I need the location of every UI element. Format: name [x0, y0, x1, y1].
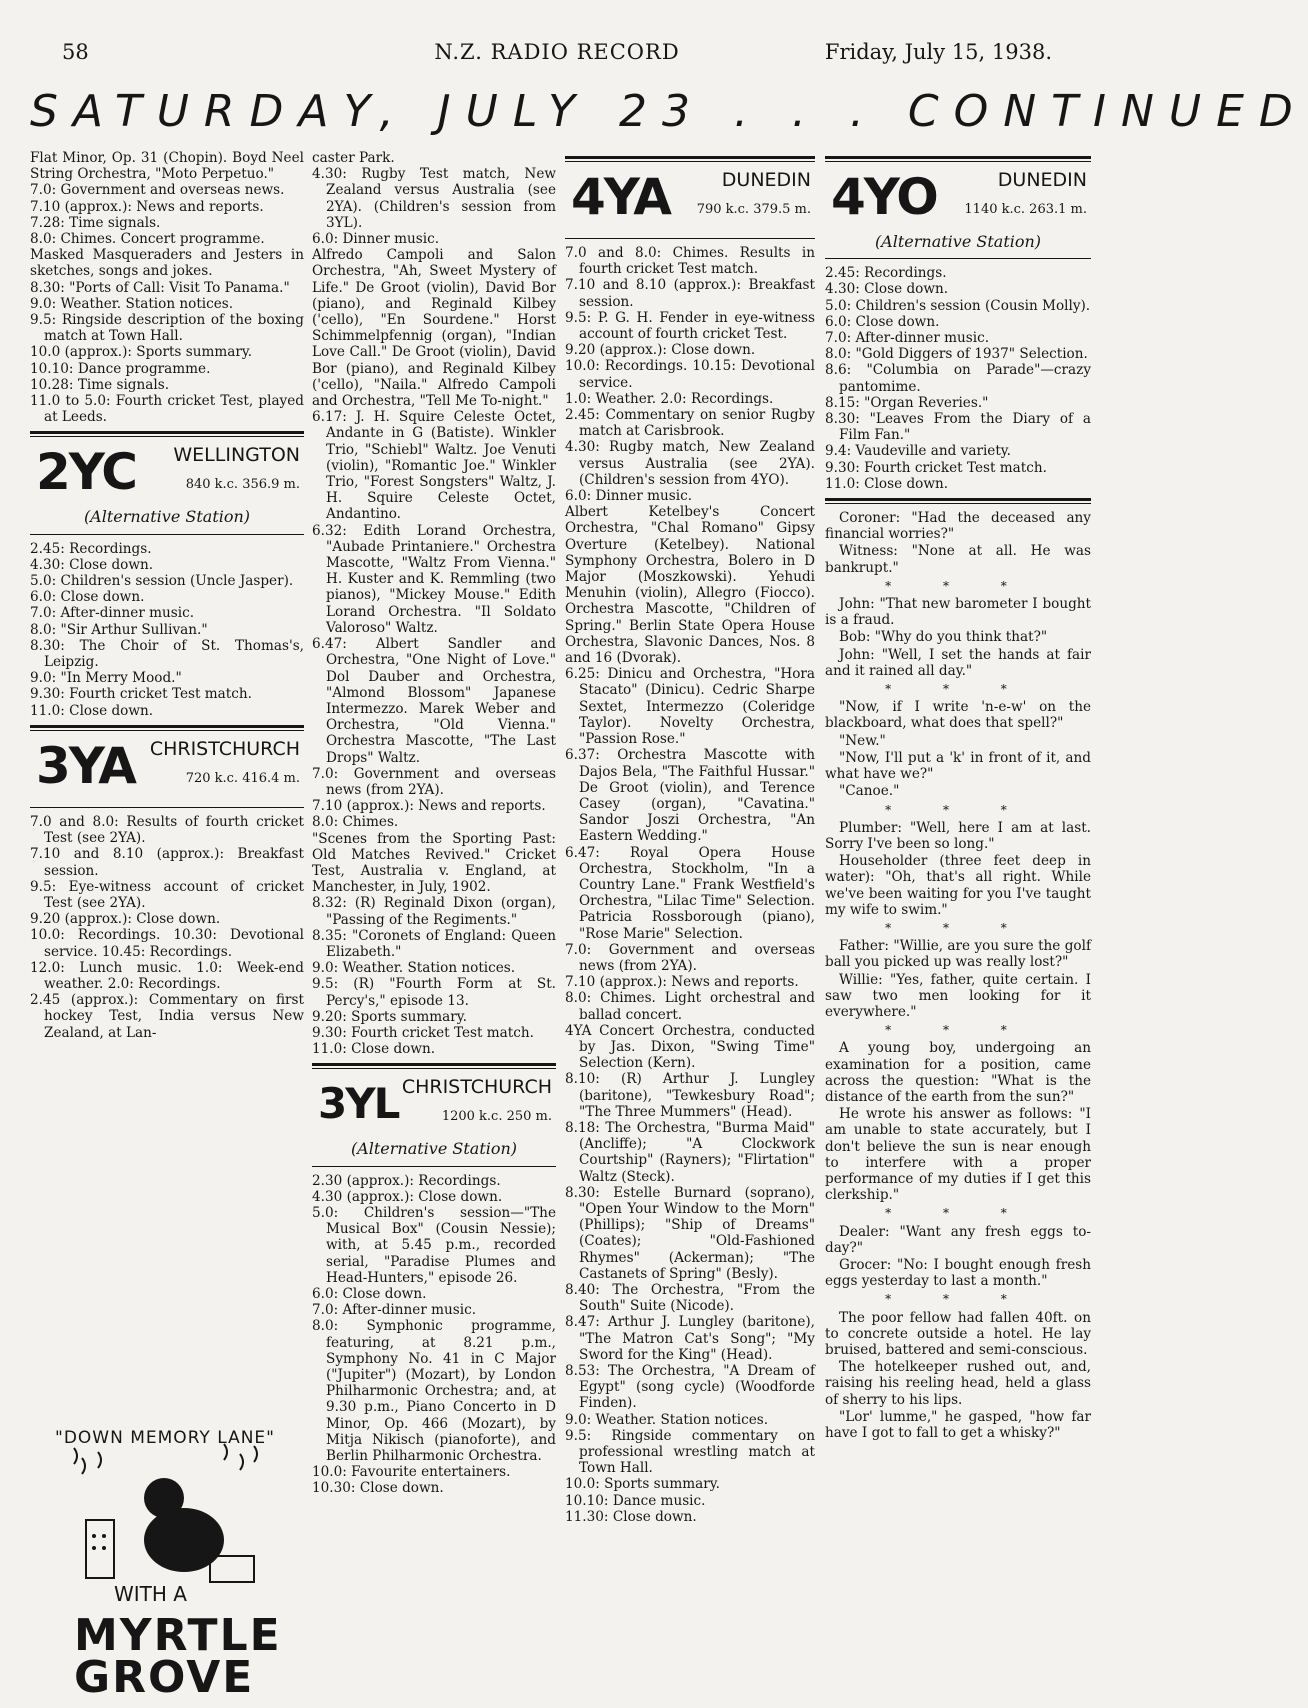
programme-item: 1.0: Weather. 2.0: Recordings.	[565, 390, 774, 407]
callsign: 4YA	[571, 168, 670, 226]
s2yc-list	[30, 541, 304, 719]
station-header-4ya	[565, 168, 815, 232]
programme-item: 7.10 and 8.10 (approx.): Breakfast session.	[565, 277, 815, 310]
programme-item: 7.0: Government and overseas news (from 2YA).	[565, 941, 815, 974]
programme-item: 8.40: The Orchestra, "From the South" Suite (Nicode).	[565, 1282, 815, 1315]
programme-item: 8.30: The Choir of St. Thomas's, Leipzig.	[30, 637, 304, 671]
divider	[825, 498, 1091, 504]
star-separator: * * *	[885, 1023, 1031, 1038]
programme-item: Masked Masqueraders and Jesters in sketches, songs and jokes.	[30, 247, 304, 280]
programme-item: 8.15: "Organ Reveries."	[825, 394, 989, 411]
programme-item: 6.17: J. H. Squire Celeste Octet, Andante in G (Batiste). Winkler Trio, "Schiebl" Waltz. Joe Venuti (violin), "Romantic Joe." Winkler Trio, "Forest Songsters" Waltz, J. H. Squire Celeste Octet, Andantino.	[312, 409, 556, 523]
s3yl-list	[312, 1173, 556, 1497]
programme-item: 7.10 and 8.10 (approx.): Breakfast session.	[30, 846, 304, 879]
programme-item: 11.0: Close down.	[825, 475, 949, 492]
issue-date: Friday, July 15, 1938.	[824, 40, 1052, 64]
programme-item: 6.0: Close down.	[312, 1286, 427, 1302]
programme-item: 7.28: Time signals.	[30, 214, 161, 231]
joke-line: Bob: "Why do you think that?"	[839, 629, 1048, 646]
ad-title: "DOWN MEMORY LANE"	[55, 1428, 275, 1448]
divider	[565, 156, 815, 162]
programme-item: 9.5: Eye-witness account of cricket Test (see 2YA).	[30, 878, 304, 911]
programme-item: caster Park.	[312, 150, 395, 166]
joke-line: "Lor' lumme," he gasped, "how far have I got to fall to get a whisky?"	[825, 1408, 1091, 1442]
station-header-2yc	[30, 443, 304, 507]
joke-line: The hotelkeeper rushed out, and, raising his reeling head, held a glass of sherry to his lips.	[825, 1359, 1091, 1408]
joke-line: Householder (three feet deep in water): "Oh, that's all right. While we've been waiting for you I've taught my wife to swim."	[825, 853, 1091, 918]
divider	[825, 258, 1091, 259]
programme-item: 7.0: After-dinner music.	[30, 605, 195, 622]
programme-item: 6.0: Close down.	[825, 313, 940, 330]
column-1	[30, 150, 304, 1370]
s3ya-list	[30, 814, 304, 1041]
programme-item: 9.0: Weather. Station notices.	[565, 1411, 769, 1428]
programme-item: "Scenes from the Sporting Past: Old Matches Revived." Cricket Test, Australia v. England, at Manchester, in July, 1902.	[312, 830, 556, 896]
programme-item: 9.5: P. G. H. Fender in eye-witness account of fourth cricket Test.	[565, 309, 815, 343]
joke-line: Coroner: "Had the deceased any financial worries?"	[825, 510, 1091, 543]
programme-item: 2.30 (approx.): Recordings.	[312, 1172, 501, 1189]
programme-item: 9.5: (R) "Fourth Form at St. Percy's," episode 13.	[312, 976, 556, 1009]
programme-item: 4.30: Close down.	[30, 556, 154, 573]
station-header-3ya	[30, 737, 304, 801]
programme-item: 8.32: (R) Reginald Dixon (organ), "Passing of the Regiments."	[312, 895, 556, 928]
man-with-heater-illustration	[34, 1444, 296, 1584]
joke-line: Grocer: "No: I bought enough fresh eggs yesterday to last a month."	[825, 1256, 1091, 1290]
programme-item: 10.10: Dance programme.	[30, 360, 211, 377]
city: DUNEDIN	[997, 169, 1087, 191]
divider	[312, 1063, 556, 1069]
joke-line: Father: "Willie, are you sure the golf ball you picked up was really lost?"	[825, 938, 1091, 971]
programme-item: 9.20 (approx.): Close down.	[30, 911, 221, 928]
programme-item: 7.0 and 8.0: Chimes. Results in fourth cricket Test match.	[565, 245, 815, 278]
programme-item: 6.0: Dinner music.	[312, 231, 440, 248]
programme-item: 8.30: "Leaves From the Diary of a Film Fan."	[825, 411, 1091, 444]
programme-item: 9.20: Sports summary.	[312, 1008, 467, 1025]
page-number: 58	[62, 40, 89, 64]
joke-line: Witness: "None at all. He was bankrupt."	[825, 543, 1091, 576]
programme-item: 10.10: Dance music.	[565, 1492, 706, 1509]
programme-item: 7.0: Government and overseas news.	[30, 182, 285, 199]
col2-list	[312, 150, 556, 1057]
divider	[30, 431, 304, 437]
frequency: 720 k.c. 416.4 m.	[185, 770, 300, 786]
programme-item: 8.0: "Sir Arthur Sullivan."	[30, 621, 208, 638]
programme-item: 11.30: Close down.	[565, 1508, 697, 1525]
divider	[825, 156, 1091, 162]
programme-item: 9.30: Fourth cricket Test match.	[30, 686, 252, 703]
programme-item: 2.45 (approx.): Commentary on first hockey Test, India versus New Zealand, at Lan-	[30, 992, 304, 1041]
station-header-4yo	[825, 168, 1091, 232]
programme-item: 4YA Concert Orchestra, conducted by Jas. Dixon, "Swing Time" Selection (Kern).	[565, 1022, 815, 1072]
callsign: 3YL	[318, 1079, 399, 1129]
programme-item: 7.10 (approx.): News and reports.	[30, 198, 264, 215]
programme-item: 8.30: Estelle Burnard (soprano), "Open Your Window to the Morn" (Phillips); "Ship of Dreams" (Coates); "Old-Fashioned Rhymes" (Ackerman); "The Castanets of Spring" (Besly).	[565, 1184, 815, 1282]
joke-line: "New."	[839, 732, 886, 749]
joke-line: Dealer: "Want any fresh eggs to-day?"	[825, 1223, 1091, 1256]
divider	[30, 725, 304, 731]
city: DUNEDIN	[721, 169, 811, 191]
programme-item: 2.45: Recordings.	[30, 540, 152, 557]
programme-item: 6.0: Close down.	[30, 589, 145, 606]
programme-item: 9.0: Weather. Station notices.	[30, 295, 234, 312]
programme-item: 6.25: Dinicu and Orchestra, "Hora Stacato" (Dinicu). Cedric Sharpe Sextet, Intermezzo (Coleridge Taylor). Novelty Orchestra, "Passion Rose."	[565, 666, 815, 748]
callsign: 2YC	[36, 443, 136, 502]
programme-item: 4.30: Rugby match, New Zealand versus Australia (see 2YA). (Children's session from 4YO).	[565, 439, 815, 488]
joke-line: "Canoe."	[839, 783, 900, 800]
programme-item: 6.37: Orchestra Mascotte with Dajos Bela, "The Faithful Hussar." De Groot (violin), and Terence Casey (organ), "Cavatina." Sandor Joszi Orchestra, "An Eastern Wedding."	[565, 747, 815, 845]
ad-with: WITH A	[114, 1582, 187, 1606]
divider	[312, 1166, 556, 1167]
station-subtitle: (Alternative Station)	[83, 507, 251, 527]
programme-item: 6.0: Dinner music.	[565, 488, 693, 505]
programme-item: 9.0: Weather. Station notices.	[312, 960, 516, 977]
frequency: 790 k.c. 379.5 m.	[696, 202, 811, 217]
programme-item: 7.0: After-dinner music.	[312, 1302, 477, 1319]
joke-line: A young boy, undergoing an examination for a position, came across the question: "What is the distance of the earth from the sun?"	[825, 1040, 1091, 1105]
programme-item: 8.30: "Ports of Call: Visit To Panama."	[30, 279, 290, 296]
frequency: 840 k.c. 356.9 m.	[185, 477, 300, 493]
programme-item: 6.32: Edith Lorand Orchestra, "Aubade Printaniere." Orchestra Mascotte, "Waltz From Vienna." H. Kuster and K. Remmling (two pianos), "Mickey Mouse." Edith Lorand Orchestra. "Il Soldato Valoroso" Waltz.	[312, 522, 556, 636]
programme-item: 8.6: "Columbia on Parade"—crazy pantomime.	[825, 362, 1091, 395]
programme-item: 9.30: Fourth cricket Test match.	[825, 459, 1047, 476]
programme-item: 10.0: Recordings. 10.30: Devotional service. 10.45: Recordings.	[30, 927, 304, 960]
column-2	[312, 150, 556, 1700]
programme-item: 9.20 (approx.): Close down.	[565, 342, 756, 359]
joke-line: Willie: "Yes, father, quite certain. I saw two men looking for it everywhere."	[825, 971, 1091, 1020]
programme-item: 9.5: Ringside commentary on professional wrestling match at Town Hall.	[565, 1427, 815, 1477]
programme-item: 8.10: (R) Arthur J. Lungley (baritone), "Tewkesbury Road"; "The Three Mummers" (Head).	[565, 1071, 815, 1120]
programme-item: 11.0: Close down.	[312, 1041, 436, 1058]
jokes-section	[825, 510, 1091, 1441]
divider	[30, 534, 304, 535]
joke-line: "Now, I'll put a 'k' in front of it, and what have we?"	[825, 749, 1091, 783]
joke-line: He wrote his answer as follows: "I am unable to state accurately, but I don't believe the sun is near enough to interfere with a proper performance of my duties if I get this clerkship."	[825, 1106, 1091, 1204]
station-header-3yl	[312, 1075, 556, 1139]
joke-line: The poor fellow had fallen 40ft. on to concrete outside a hotel. He lay bruised, battered and semi-conscious.	[825, 1309, 1091, 1358]
programme-item: 7.0 and 8.0: Results of fourth cricket Test (see 2YA).	[30, 813, 304, 847]
star-separator: * * *	[885, 578, 1031, 593]
column-4	[825, 150, 1091, 1700]
programme-item: 8.0: Chimes. Concert programme.	[30, 231, 265, 248]
joke-line: John: "Well, I set the hands at fair and it rained all day."	[825, 646, 1091, 679]
city: CHRISTCHURCH	[401, 1076, 552, 1099]
column-3	[565, 150, 815, 1700]
programme-item: 10.0: Favourite entertainers.	[312, 1464, 511, 1481]
col1-top-list	[30, 150, 304, 425]
programme-item: 11.0 to 5.0: Fourth cricket Test, played at Leeds.	[30, 393, 304, 426]
programme-item: 11.0: Close down.	[30, 702, 154, 719]
programme-item: 8.0: Chimes.	[312, 814, 399, 831]
programme-item: Albert Ketelbey's Concert Orchestra, "Chal Romano" Gipsy Overture (Ketelbey). National Symphony Orchestra, Bolero in D Major (Moszkowski). Yehudi Menuhin (violin), Allegro (Fiocco). Orchestra Mascotte, "Children of Spring." Berlin State Opera House Orchestra, Slavonic Dances, Nos. 8 and 16 (Dvorak).	[565, 504, 815, 667]
programme-item: 6.47: Royal Opera House Orchestra, Stockholm, "In a Country Lane." Frank Westfield's Orchestra, "Lilac Time" Selection. Patricia Rossborough (piano), "Rose Marie" Selection.	[565, 844, 815, 942]
programme-item: 4.30: Close down.	[825, 281, 949, 298]
programme-item: 10.0: Recordings. 10.15: Devotional service.	[565, 358, 815, 391]
star-separator: * * *	[885, 682, 1031, 697]
programme-item: 4.30: Rugby Test match, New Zealand versus Australia (see 2YA). (Children's session from 3YL).	[312, 166, 556, 231]
programme-item: 10.0: Sports summary.	[565, 1476, 720, 1493]
programme-item: 9.4: Vaudeville and variety.	[825, 443, 1011, 460]
programme-item: 2.45: Commentary on senior Rugby match at Carisbrook.	[565, 407, 815, 440]
programme-item: 8.35: "Coronets of England: Queen Elizabeth."	[312, 927, 556, 960]
station-subtitle: (Alternative Station)	[874, 232, 1042, 251]
programme-item: Alfredo Campoli and Salon Orchestra, "Ah, Sweet Mystery of Life." De Groot (violin), David Bor (piano), and Reginald Kilbey ('cello), "En Sourdene." Horst Schimmelpfennig (organ), "Indian Love Call." De Groot (violin), David Bor (piano), and Reginald Kilbey ('cello), "Naila." Alfredo Campoli and Orchestra, "Tell Me To-night."	[312, 247, 556, 410]
programme-item: 8.0: "Gold Diggers of 1937" Selection.	[825, 346, 1088, 363]
joke-line: Plumber: "Well, here I am at last. Sorry I've been so long."	[825, 819, 1091, 852]
s4yo-list	[825, 265, 1091, 492]
publication-title: N.Z. RADIO RECORD	[434, 40, 680, 64]
programme-item: 5.0: Children's session (Uncle Jasper).	[30, 573, 294, 590]
programme-item: 4.30 (approx.): Close down.	[312, 1188, 503, 1205]
frequency: 1200 k.c. 250 m.	[441, 1109, 552, 1125]
programme-item: 7.0: Government and overseas news (from 2YA).	[312, 765, 556, 798]
callsign: 4YO	[831, 168, 937, 226]
star-separator: * * *	[885, 1292, 1031, 1307]
ad-brand-line1: MYRTLE	[74, 1610, 282, 1661]
joke-line: "Now, if I write 'n-e-w' on the blackboard, what does that spell?"	[825, 699, 1091, 732]
day-banner: SATURDAY, JULY 23 . . . CONTINUED	[30, 86, 1308, 137]
ad-brand-line2: GROVE	[74, 1652, 255, 1703]
programme-item: 6.47: Albert Sandler and Orchestra, "One Night of Love." Dol Dauber and Orchestra, "Almond Blossom" Japanese Intermezzo. Marek Weber and Orchestra, "Old Vienna." Orchestra Mascotte, "The Last Drops" Waltz.	[312, 636, 556, 766]
programme-item: 7.10 (approx.): News and reports.	[312, 798, 546, 815]
programme-item: 5.0: Children's session—"The Musical Box" (Cousin Nessie); with, at 5.45 p.m., recorded serial, "Paradise Plumes and Head-Hunters," episode 26.	[312, 1204, 556, 1286]
programme-item: 10.28: Time signals.	[30, 376, 170, 393]
programme-item: Flat Minor, Op. 31 (Chopin). Boyd Neel String Orchestra, "Moto Perpetuo."	[30, 150, 304, 183]
star-separator: * * *	[885, 802, 1031, 817]
programme-item: 2.45: Recordings.	[825, 265, 947, 282]
programme-item: 10.0 (approx.): Sports summary.	[30, 344, 253, 361]
programme-item: 9.0: "In Merry Mood."	[30, 670, 182, 687]
col3-list	[565, 245, 815, 1525]
programme-item: 7.0: After-dinner music.	[825, 330, 990, 347]
programme-item: 8.53: The Orchestra, "A Dream of Egypt" (song cycle) (Woodforde Finden).	[565, 1363, 815, 1412]
programme-item: 8.47: Arthur J. Lungley (baritone), "The Matron Cat's Song"; "My Sword for the King" (Head).	[565, 1314, 815, 1363]
programme-item: 9.5: Ringside description of the boxing match at Town Hall.	[30, 312, 304, 345]
divider	[30, 807, 304, 808]
programme-item: 7.10 (approx.): News and reports.	[565, 974, 799, 991]
frequency: 1140 k.c. 263.1 m.	[964, 202, 1087, 217]
programme-item: 5.0: Children's session (Cousin Molly).	[825, 297, 1091, 314]
star-separator: * * *	[885, 1206, 1031, 1221]
callsign: 3YA	[36, 736, 135, 795]
joke-line: John: "That new barometer I bought is a fraud.	[825, 596, 1091, 629]
city: WELLINGTON	[173, 444, 300, 467]
programme-item: 8.0: Chimes. Light orchestral and ballad concert.	[565, 990, 815, 1023]
station-subtitle: (Alternative Station)	[350, 1139, 518, 1159]
divider	[565, 238, 815, 239]
star-separator: * * *	[885, 920, 1031, 935]
programme-item: 12.0: Lunch music. 1.0: Week-end weather. 2.0: Recordings.	[30, 959, 304, 992]
programme-item: 8.18: The Orchestra, "Burma Maid" (Ancliffe); "A Clockwork Courtship" (Rayners); "Flirtation" Waltz (Steck).	[565, 1119, 815, 1185]
page-header	[0, 40, 1114, 70]
city: CHRISTCHURCH	[149, 737, 300, 760]
programme-item: 8.0: Symphonic programme, featuring, at 8.21 p.m., Symphony No. 41 in C Major ("Jupiter") (Mozart), by London Philharmonic Orchestra; and, at 9.30 p.m., Piano Concerto in D Minor, Op. 466 (Mozart), by Mitja Nikisch (pianoforte), and Berlin Philharmonic Orchestra.	[312, 1318, 556, 1465]
programme-item: 9.30: Fourth cricket Test match.	[312, 1024, 534, 1041]
advertisement	[34, 1404, 296, 1703]
programme-item: 10.30: Close down.	[312, 1480, 444, 1497]
